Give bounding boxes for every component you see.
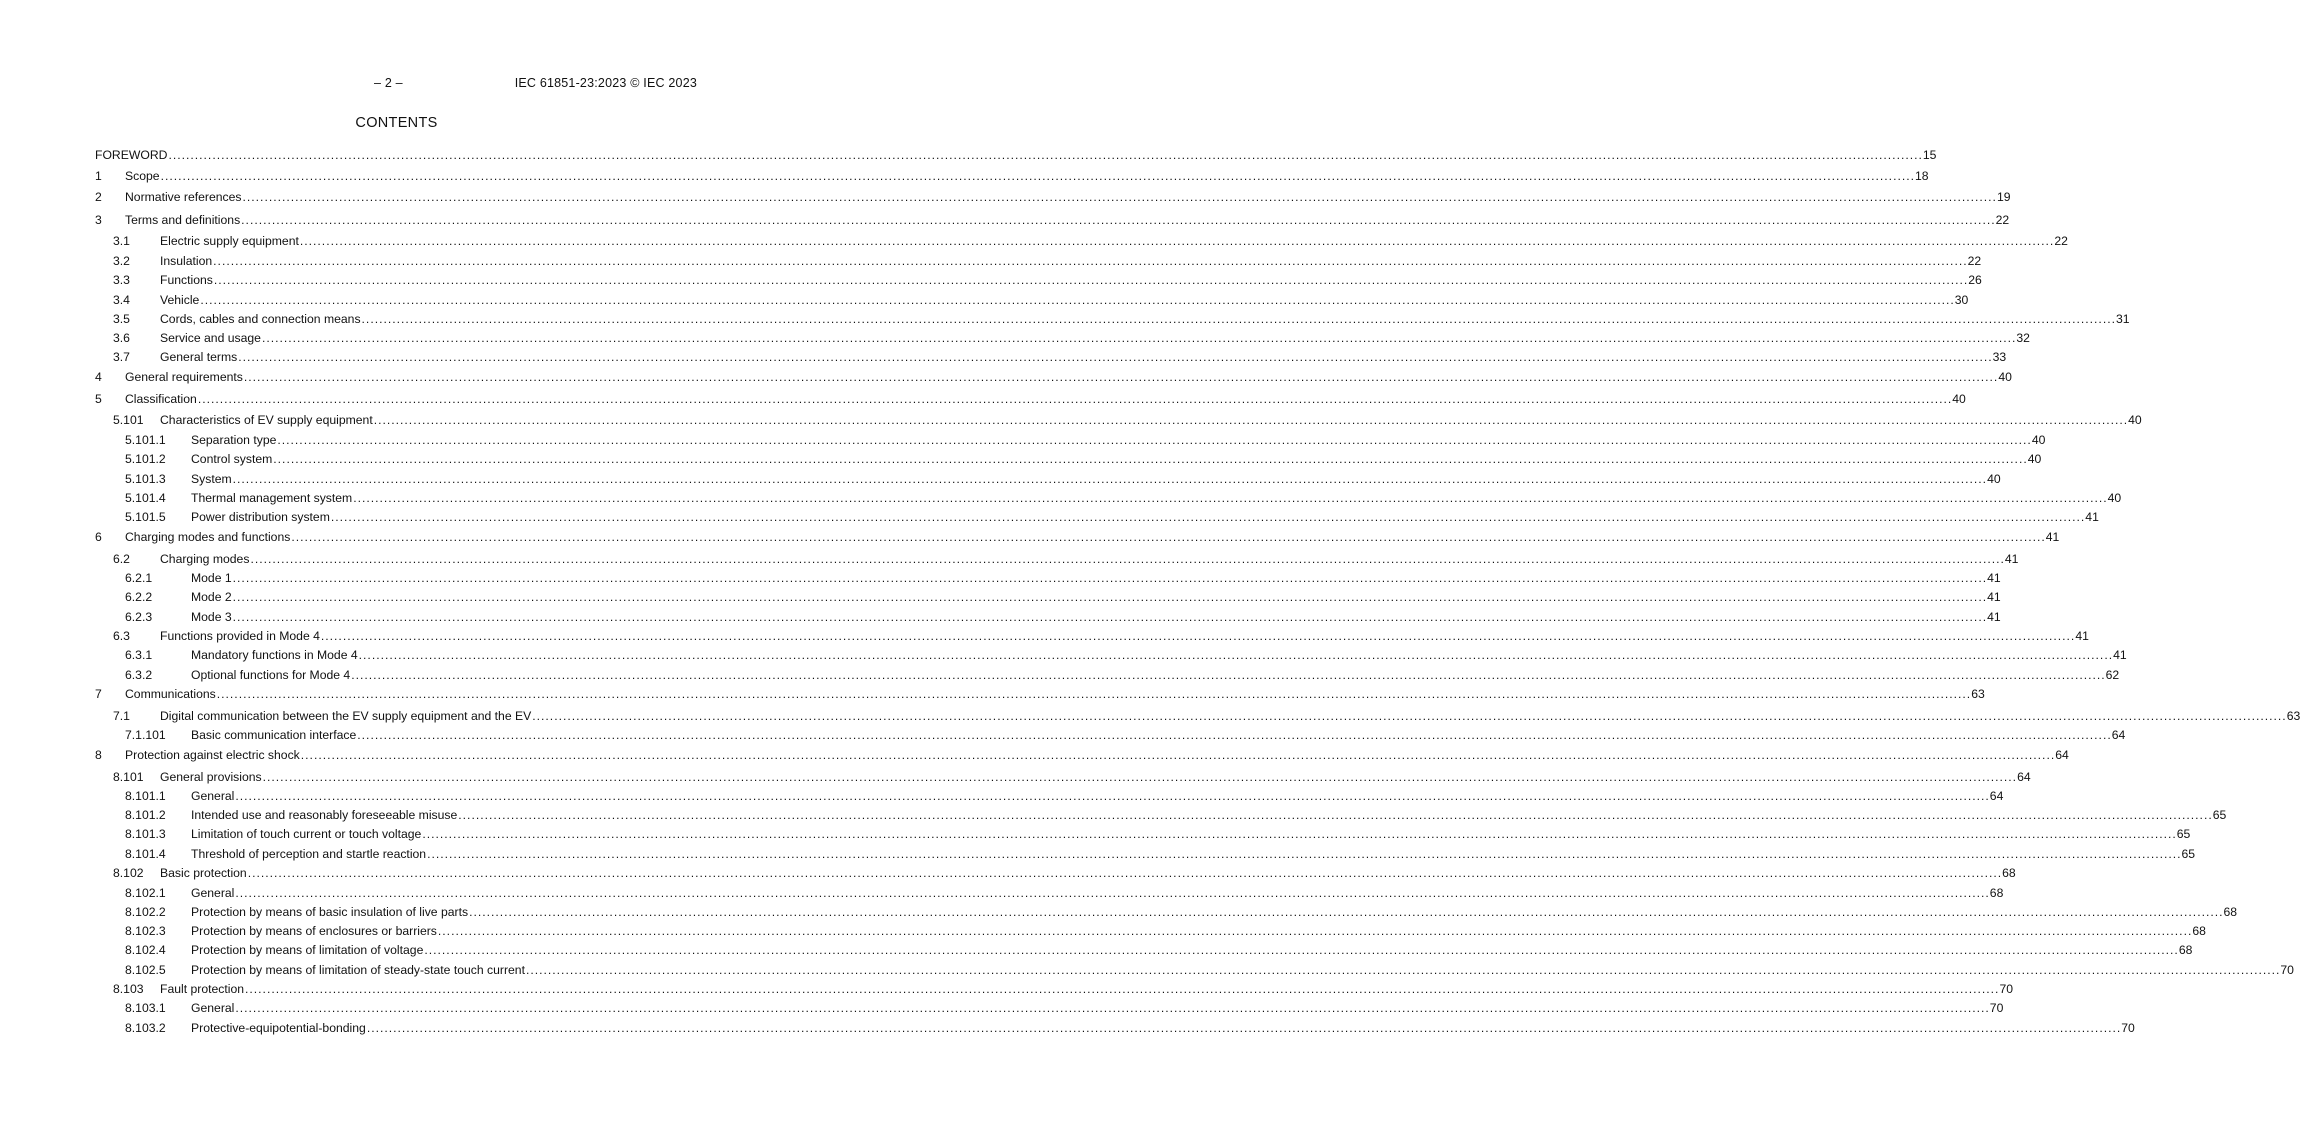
toc-entry-title: Separation type — [191, 433, 277, 447]
dot-leader: ................................................................................................................................................................................................................................................................................................................................................................................................................ — [235, 886, 1990, 900]
dot-leader: ................................................................................................................................................................................................................................................................................................................................................................................................................ — [232, 472, 1988, 486]
toc-entry-page: 41 — [2045, 530, 2060, 544]
toc-entry[interactable] — [0, 788, 2004, 804]
toc-entry-title: General terms — [160, 350, 238, 364]
toc-entry-title: Normative references — [125, 190, 242, 204]
toc-entry-number: 5.101.5 — [125, 510, 166, 524]
dot-leader: ................................................................................................................................................................................................................................................................................................................................................................................................................ — [361, 312, 2116, 326]
toc-entry[interactable] — [0, 807, 2227, 823]
dot-leader: ................................................................................................................................................................................................................................................................................................................................................................................................................ — [241, 213, 1996, 227]
dot-leader: ................................................................................................................................................................................................................................................................................................................................................................................................................ — [245, 982, 2000, 996]
toc-entry-number: 8.101 — [113, 770, 144, 784]
toc-entry-title: Classification — [125, 392, 197, 406]
toc-entry[interactable] — [0, 885, 2004, 901]
toc-entry-number: 8.102.1 — [125, 886, 166, 900]
toc-entry-title: General — [191, 1001, 235, 1015]
toc-entry-number: 8.102.4 — [125, 943, 166, 957]
toc-entry-title: System — [191, 472, 232, 486]
dot-leader: ................................................................................................................................................................................................................................................................................................................................................................................................................ — [273, 452, 2028, 466]
dot-leader: ................................................................................................................................................................................................................................................................................................................................................................................................................ — [243, 370, 1999, 384]
toc-entry-page: 22 — [2054, 234, 2068, 248]
toc-entry-title: Protection against electric shock — [125, 748, 300, 762]
toc-entry-page: 64 — [2111, 728, 2126, 742]
toc-entry-number: 6.3.2 — [125, 668, 153, 682]
toc-entry[interactable] — [0, 904, 2238, 920]
toc-entry-title: Protective-equipotential-bonding — [191, 1021, 366, 1035]
toc-entry-title: Charging modes and functions — [125, 530, 291, 544]
toc-entry[interactable] — [0, 432, 2046, 448]
dot-leader: ................................................................................................................................................................................................................................................................................................................................................................................................................ — [427, 847, 2182, 861]
toc-entry-number: 7.1.101 — [125, 728, 166, 742]
dot-leader: ................................................................................................................................................................................................................................................................................................................................................................................................................ — [422, 827, 2177, 841]
toc-entry-page: 18 — [1915, 169, 1929, 183]
toc-entry-number: 7 — [95, 687, 102, 701]
toc-entry-title: Scope — [125, 169, 160, 183]
toc-entry[interactable] — [0, 189, 2011, 205]
toc-entry-page: 41 — [2085, 510, 2099, 524]
toc-entry-title: Digital communication between the EV supply equipment and the EV — [160, 709, 532, 723]
toc-entry-page: 41 — [1987, 590, 2001, 604]
toc-entry-title: Mandatory functions in Mode 4 — [191, 648, 358, 662]
toc-entry-title: Intended use and reasonably foreseeable misuse — [191, 808, 458, 822]
toc-entry-page: 40 — [1998, 370, 2012, 384]
toc-entry-number: 2 — [95, 190, 102, 204]
toc-entry-title: Vehicle — [160, 293, 200, 307]
toc-entry-page: 40 — [1952, 392, 1966, 406]
toc-entry[interactable] — [0, 589, 2001, 605]
toc-entry[interactable] — [0, 865, 2016, 881]
toc-entry[interactable] — [0, 609, 2001, 625]
dot-leader: ................................................................................................................................................................................................................................................................................................................................................................................................................ — [424, 943, 2179, 957]
dot-leader: ................................................................................................................................................................................................................................................................................................................................................................................................................ — [351, 668, 2106, 682]
toc-entry-page: 30 — [1954, 293, 1969, 307]
dot-leader: ................................................................................................................................................................................................................................................................................................................................................................................................................ — [358, 648, 2114, 662]
contents-title: CONTENTS — [355, 115, 438, 131]
toc-entry-number: 3.5 — [113, 312, 130, 326]
toc-entry-page: 41 — [2075, 629, 2089, 643]
toc-entry-number: 5.101.2 — [125, 452, 166, 466]
dot-leader: ................................................................................................................................................................................................................................................................................................................................................................................................................ — [232, 571, 1988, 585]
toc-entry-title: General provisions — [160, 770, 262, 784]
toc-entry-number: 5.101 — [113, 413, 144, 427]
toc-entry-title: Terms and definitions — [125, 213, 241, 227]
dot-leader: ................................................................................................................................................................................................................................................................................................................................................................................................................ — [373, 413, 2129, 427]
toc-entry-number: 8.101.2 — [125, 808, 166, 822]
page-number: – 2 – — [374, 76, 403, 90]
toc-entry-title: Limitation of touch current or touch voltage — [191, 827, 422, 841]
toc-entry-page: 33 — [1992, 350, 2007, 364]
toc-entry-number: 5.101.3 — [125, 472, 166, 486]
toc-entry-number: 8.103.1 — [125, 1001, 166, 1015]
toc-entry[interactable] — [0, 1020, 2135, 1036]
toc-entry-page: 70 — [2121, 1021, 2135, 1035]
dot-leader: ................................................................................................................................................................................................................................................................................................................................................................................................................ — [247, 866, 2003, 880]
dot-leader: ................................................................................................................................................................................................................................................................................................................................................................................................................ — [299, 234, 2055, 248]
toc-entry-page: 32 — [2016, 331, 2030, 345]
toc-entry-page: 40 — [1987, 472, 2001, 486]
toc-entry-number: 8.101.3 — [125, 827, 166, 841]
toc-entry-page: 64 — [2017, 770, 2031, 784]
toc-entry[interactable] — [0, 147, 1937, 163]
dot-leader: ................................................................................................................................................................................................................................................................................................................................................................................................................ — [232, 590, 1988, 604]
toc-entry-number: 8.102.5 — [125, 963, 166, 977]
toc-entry-number: 8.102.2 — [125, 905, 166, 919]
toc-entry[interactable] — [0, 981, 2014, 997]
toc-entry-page: 68 — [2002, 866, 2016, 880]
toc-entry-title: Protection by means of basic insulation of live parts — [191, 905, 469, 919]
toc-entry[interactable] — [0, 628, 2089, 644]
dot-leader: ................................................................................................................................................................................................................................................................................................................................................................................................................ — [168, 148, 1923, 162]
dot-leader: ................................................................................................................................................................................................................................................................................................................................................................................................................ — [458, 808, 2213, 822]
toc-entry-page: 40 — [2128, 413, 2142, 427]
toc-entry-page: 22 — [1967, 254, 1982, 268]
dot-leader: ................................................................................................................................................................................................................................................................................................................................................................................................................ — [320, 629, 2076, 643]
toc-entry-page: 65 — [2176, 827, 2191, 841]
toc-entry-title: Fault protection — [160, 982, 245, 996]
toc-entry[interactable] — [0, 747, 2069, 763]
toc-entry[interactable] — [0, 471, 2001, 487]
toc-entry-page: 19 — [1996, 190, 2011, 204]
toc-entry[interactable] — [0, 942, 2193, 958]
toc-entry-title: Electric supply equipment — [160, 234, 299, 248]
toc-entry-page: 63 — [2286, 709, 2300, 723]
dot-leader: ................................................................................................................................................................................................................................................................................................................................................................................................................ — [232, 610, 1988, 624]
standard-reference: IEC 61851-23:2023 © IEC 2023 — [514, 76, 697, 90]
toc-entry-page: 70 — [1989, 1001, 2004, 1015]
toc-entry[interactable] — [0, 570, 2001, 586]
toc-entry-page: 68 — [2192, 924, 2206, 938]
dot-leader: ................................................................................................................................................................................................................................................................................................................................................................................................................ — [261, 331, 2017, 345]
toc-entry[interactable] — [0, 647, 2127, 663]
toc-entry[interactable] — [0, 708, 2300, 724]
toc-entry-number: 3.6 — [113, 331, 130, 345]
toc-entry-title: Cords, cables and connection means — [160, 312, 361, 326]
toc-entry-title: Insulation — [160, 254, 213, 268]
toc-entry-title: Mode 2 — [191, 590, 232, 604]
toc-entry-page: 68 — [1989, 886, 2004, 900]
dot-leader: ................................................................................................................................................................................................................................................................................................................................................................................................................ — [242, 190, 1997, 204]
toc-entry-title: General — [191, 886, 235, 900]
toc-entry-page: 70 — [1999, 982, 2014, 996]
toc-entry-number: 5.101.4 — [125, 491, 166, 505]
toc-entry-title: Power distribution system — [191, 510, 330, 524]
dot-leader: ................................................................................................................................................................................................................................................................................................................................................................................................................ — [213, 254, 1968, 268]
toc-entry[interactable] — [0, 233, 2068, 249]
toc-entry[interactable] — [0, 272, 1982, 288]
toc-entry-page: 64 — [1989, 789, 2004, 803]
toc-entry-page: 31 — [2115, 312, 2130, 326]
toc-entry-number: 7.1 — [113, 709, 130, 723]
toc-entry-title: Protection by means of limitation of steady-state touch current — [191, 963, 525, 977]
toc-entry-title: Mode 1 — [191, 571, 232, 585]
toc-entry-number: 8 — [95, 748, 102, 762]
toc-entry-number: 6 — [95, 530, 102, 544]
toc-entry[interactable] — [0, 826, 2191, 842]
toc-entry-page: 40 — [2027, 452, 2042, 466]
toc-entry-page: 64 — [2055, 748, 2069, 762]
toc-entry-page: 40 — [2107, 491, 2122, 505]
toc-entry-title: Control system — [191, 452, 273, 466]
toc-entry-number: 5.101.1 — [125, 433, 166, 447]
toc-entry-number: 3.7 — [113, 350, 130, 364]
dot-leader: ................................................................................................................................................................................................................................................................................................................................................................................................................ — [330, 510, 2086, 524]
toc-entry[interactable] — [0, 330, 2030, 346]
toc-entry-title: Communications — [125, 687, 216, 701]
toc-entry[interactable] — [0, 667, 2120, 683]
toc-entry-number: 3.4 — [113, 293, 130, 307]
toc-entry-number: 3.2 — [113, 254, 130, 268]
toc-entry[interactable] — [0, 311, 2130, 327]
toc-entry-page: 62 — [2105, 668, 2120, 682]
toc-entry-page: 70 — [2280, 963, 2294, 977]
toc-entry-page: 65 — [2212, 808, 2227, 822]
toc-entry-page: 41 — [2113, 648, 2127, 662]
dot-leader: ................................................................................................................................................................................................................................................................................................................................................................................................................ — [197, 392, 1953, 406]
toc-entry[interactable] — [0, 451, 2042, 467]
toc-entry-title: General requirements — [125, 370, 243, 384]
toc-entry-number: 6.3.1 — [125, 648, 153, 662]
toc-entry-page: 65 — [2181, 847, 2196, 861]
toc-entry-title: Characteristics of EV supply equipment — [160, 413, 373, 427]
toc-entry-number: 4 — [95, 370, 102, 384]
toc-entry-title: Basic communication interface — [191, 728, 357, 742]
toc-entry-title: Service and usage — [160, 331, 261, 345]
dot-leader: ................................................................................................................................................................................................................................................................................................................................................................................................................ — [437, 924, 2193, 938]
dot-leader: ................................................................................................................................................................................................................................................................................................................................................................................................................ — [235, 789, 1990, 803]
toc-entry-title: Protection by means of enclosures or barriers — [191, 924, 437, 938]
toc-entry-page: 68 — [2178, 943, 2193, 957]
toc-entry-title: FOREWORD — [95, 148, 168, 162]
toc-entry-title: Charging modes — [160, 552, 250, 566]
toc-entry[interactable] — [0, 212, 2010, 228]
dot-leader: ................................................................................................................................................................................................................................................................................................................................................................................................................ — [353, 491, 2108, 505]
toc-entry[interactable] — [0, 168, 1929, 184]
dot-leader: ................................................................................................................................................................................................................................................................................................................................................................................................................ — [160, 169, 1915, 183]
toc-entry-number: 8.103.2 — [125, 1021, 166, 1035]
dot-leader: ................................................................................................................................................................................................................................................................................................................................................................................................................ — [366, 1021, 2122, 1035]
toc-entry-title: Mode 3 — [191, 610, 232, 624]
toc-entry-page: 41 — [1987, 610, 2001, 624]
toc-entry[interactable] — [0, 962, 2294, 978]
toc-entry[interactable] — [0, 391, 1966, 407]
toc-entry[interactable] — [0, 412, 2142, 428]
toc-entry-title: General — [191, 789, 235, 803]
toc-entry-page: 15 — [1922, 148, 1937, 162]
dot-leader: ................................................................................................................................................................................................................................................................................................................................................................................................................ — [357, 728, 2112, 742]
toc-entry[interactable] — [0, 686, 1985, 702]
dot-leader: ................................................................................................................................................................................................................................................................................................................................................................................................................ — [300, 748, 2056, 762]
toc-entry-page: 22 — [1995, 213, 2010, 227]
toc-entry-number: 1 — [95, 169, 102, 183]
dot-leader: ................................................................................................................................................................................................................................................................................................................................................................................................................ — [469, 905, 2224, 919]
toc-entry-number: 6.2 — [113, 552, 130, 566]
dot-leader: ................................................................................................................................................................................................................................................................................................................................................................................................................ — [200, 293, 1955, 307]
toc-entry-title: Threshold of perception and startle reaction — [191, 847, 427, 861]
toc-entry-page: 63 — [1971, 687, 1985, 701]
toc-entry-title: Functions — [160, 273, 213, 287]
toc-entry[interactable] — [0, 349, 2007, 365]
dot-leader: ................................................................................................................................................................................................................................................................................................................................................................................................................ — [250, 552, 2005, 566]
toc-entry-number: 6.2.3 — [125, 610, 153, 624]
toc-entry-title: Protection by means of limitation of voltage — [191, 943, 424, 957]
toc-entry[interactable] — [0, 923, 2206, 939]
toc-entry-number: 6.3 — [113, 629, 130, 643]
toc-entry-number: 3 — [95, 213, 102, 227]
toc-entry[interactable] — [0, 846, 2196, 862]
toc-entry-number: 8.101.1 — [125, 789, 166, 803]
toc-entry-number: 8.101.4 — [125, 847, 166, 861]
toc-entry-number: 3.3 — [113, 273, 130, 287]
toc-entry[interactable] — [0, 529, 2060, 545]
toc-entry-page: 41 — [2004, 552, 2019, 566]
toc-entry-number: 6.2.1 — [125, 571, 153, 585]
dot-leader: ................................................................................................................................................................................................................................................................................................................................................................................................................ — [216, 687, 1972, 701]
toc-entry-page: 40 — [2031, 433, 2046, 447]
toc-entry-number: 6.2.2 — [125, 590, 153, 604]
dot-leader: ................................................................................................................................................................................................................................................................................................................................................................................................................ — [525, 963, 2281, 977]
toc-entry-page: 41 — [1987, 571, 2001, 585]
dot-leader: ................................................................................................................................................................................................................................................................................................................................................................................................................ — [262, 770, 2018, 784]
toc-entry-page: 68 — [2223, 905, 2238, 919]
toc-entry[interactable] — [0, 369, 2012, 385]
dot-leader: ................................................................................................................................................................................................................................................................................................................................................................................................................ — [532, 709, 2287, 723]
toc-entry[interactable] — [0, 253, 1982, 269]
toc-entry-number: 3.1 — [113, 234, 130, 248]
toc-entry-title: Thermal management system — [191, 491, 353, 505]
toc-entry[interactable] — [0, 1000, 2004, 1016]
toc-entry[interactable] — [0, 769, 2031, 785]
toc-entry[interactable] — [0, 292, 1969, 308]
dot-leader: ................................................................................................................................................................................................................................................................................................................................................................................................................ — [277, 433, 2032, 447]
toc-entry-number: 8.103 — [113, 982, 144, 996]
toc-entry-number: 5 — [95, 392, 102, 406]
toc-entry[interactable] — [0, 727, 2126, 743]
toc-entry-page: 26 — [1968, 273, 1982, 287]
toc-entry[interactable] — [0, 490, 2122, 506]
toc-entry[interactable] — [0, 551, 2019, 567]
toc-entry-number: 8.102 — [113, 866, 144, 880]
dot-leader: ................................................................................................................................................................................................................................................................................................................................................................................................................ — [291, 530, 2046, 544]
dot-leader: ................................................................................................................................................................................................................................................................................................................................................................................................................ — [238, 350, 1993, 364]
toc-entry-title: Optional functions for Mode 4 — [191, 668, 351, 682]
toc-entry-number: 8.102.3 — [125, 924, 166, 938]
toc-entry[interactable] — [0, 509, 2099, 525]
dot-leader: ................................................................................................................................................................................................................................................................................................................................................................................................................ — [235, 1001, 1990, 1015]
toc-entry-title: Functions provided in Mode 4 — [160, 629, 320, 643]
dot-leader: ................................................................................................................................................................................................................................................................................................................................................................................................................ — [213, 273, 1969, 287]
toc-entry-title: Basic protection — [160, 866, 247, 880]
